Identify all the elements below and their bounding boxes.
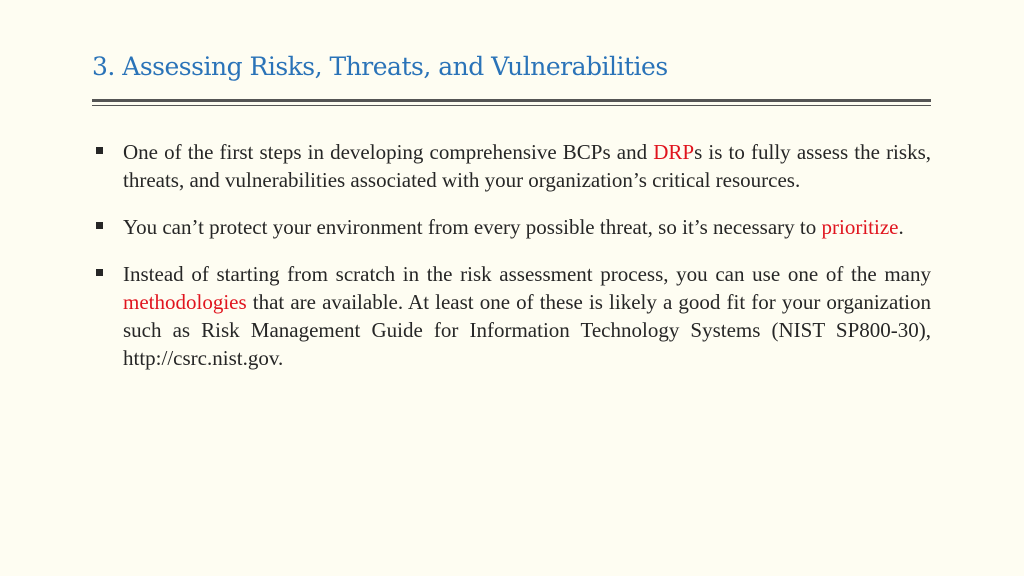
- title-divider-thick: [92, 99, 931, 102]
- bullet-item-methodologies: [92, 260, 931, 372]
- bullet-text-before: Instead of starting from scratch in the risk assessment process, you can use one of the many: [123, 262, 931, 286]
- highlight-prioritize: prioritize: [821, 215, 899, 239]
- highlight-drp: DRP: [653, 140, 695, 164]
- bullet-item-prioritize: [92, 213, 931, 241]
- square-bullet-icon: [96, 269, 103, 276]
- square-bullet-icon: [96, 222, 103, 229]
- highlight-methodologies: methodologies: [123, 290, 247, 314]
- bullet-text-after: .: [898, 215, 904, 239]
- bullet-item-assess-risks: [92, 138, 931, 194]
- bullet-text-before: You can’t protect your environment from every possible threat, so it’s necessary to: [123, 215, 822, 239]
- bullet-text-before: One of the first steps in developing comprehensive BCPs and: [123, 140, 654, 164]
- bullet-list: [92, 138, 931, 391]
- bullet-text-after: that are available. At least one of these is likely a good fit for your organization such as Risk Management Guide for Information Technology Systems (NIST SP800-30), http://csrc.nist.gov.: [123, 290, 931, 370]
- title-divider-thin: [92, 105, 931, 106]
- slide-title: 3. Assessing Risks, Threats, and Vulnerabilities: [92, 52, 668, 81]
- square-bullet-icon: [96, 147, 103, 154]
- bullet-text-after: s is to fully assess the risks, threats, and vulnerabilities associated with your organization’s critical resources.: [123, 140, 931, 192]
